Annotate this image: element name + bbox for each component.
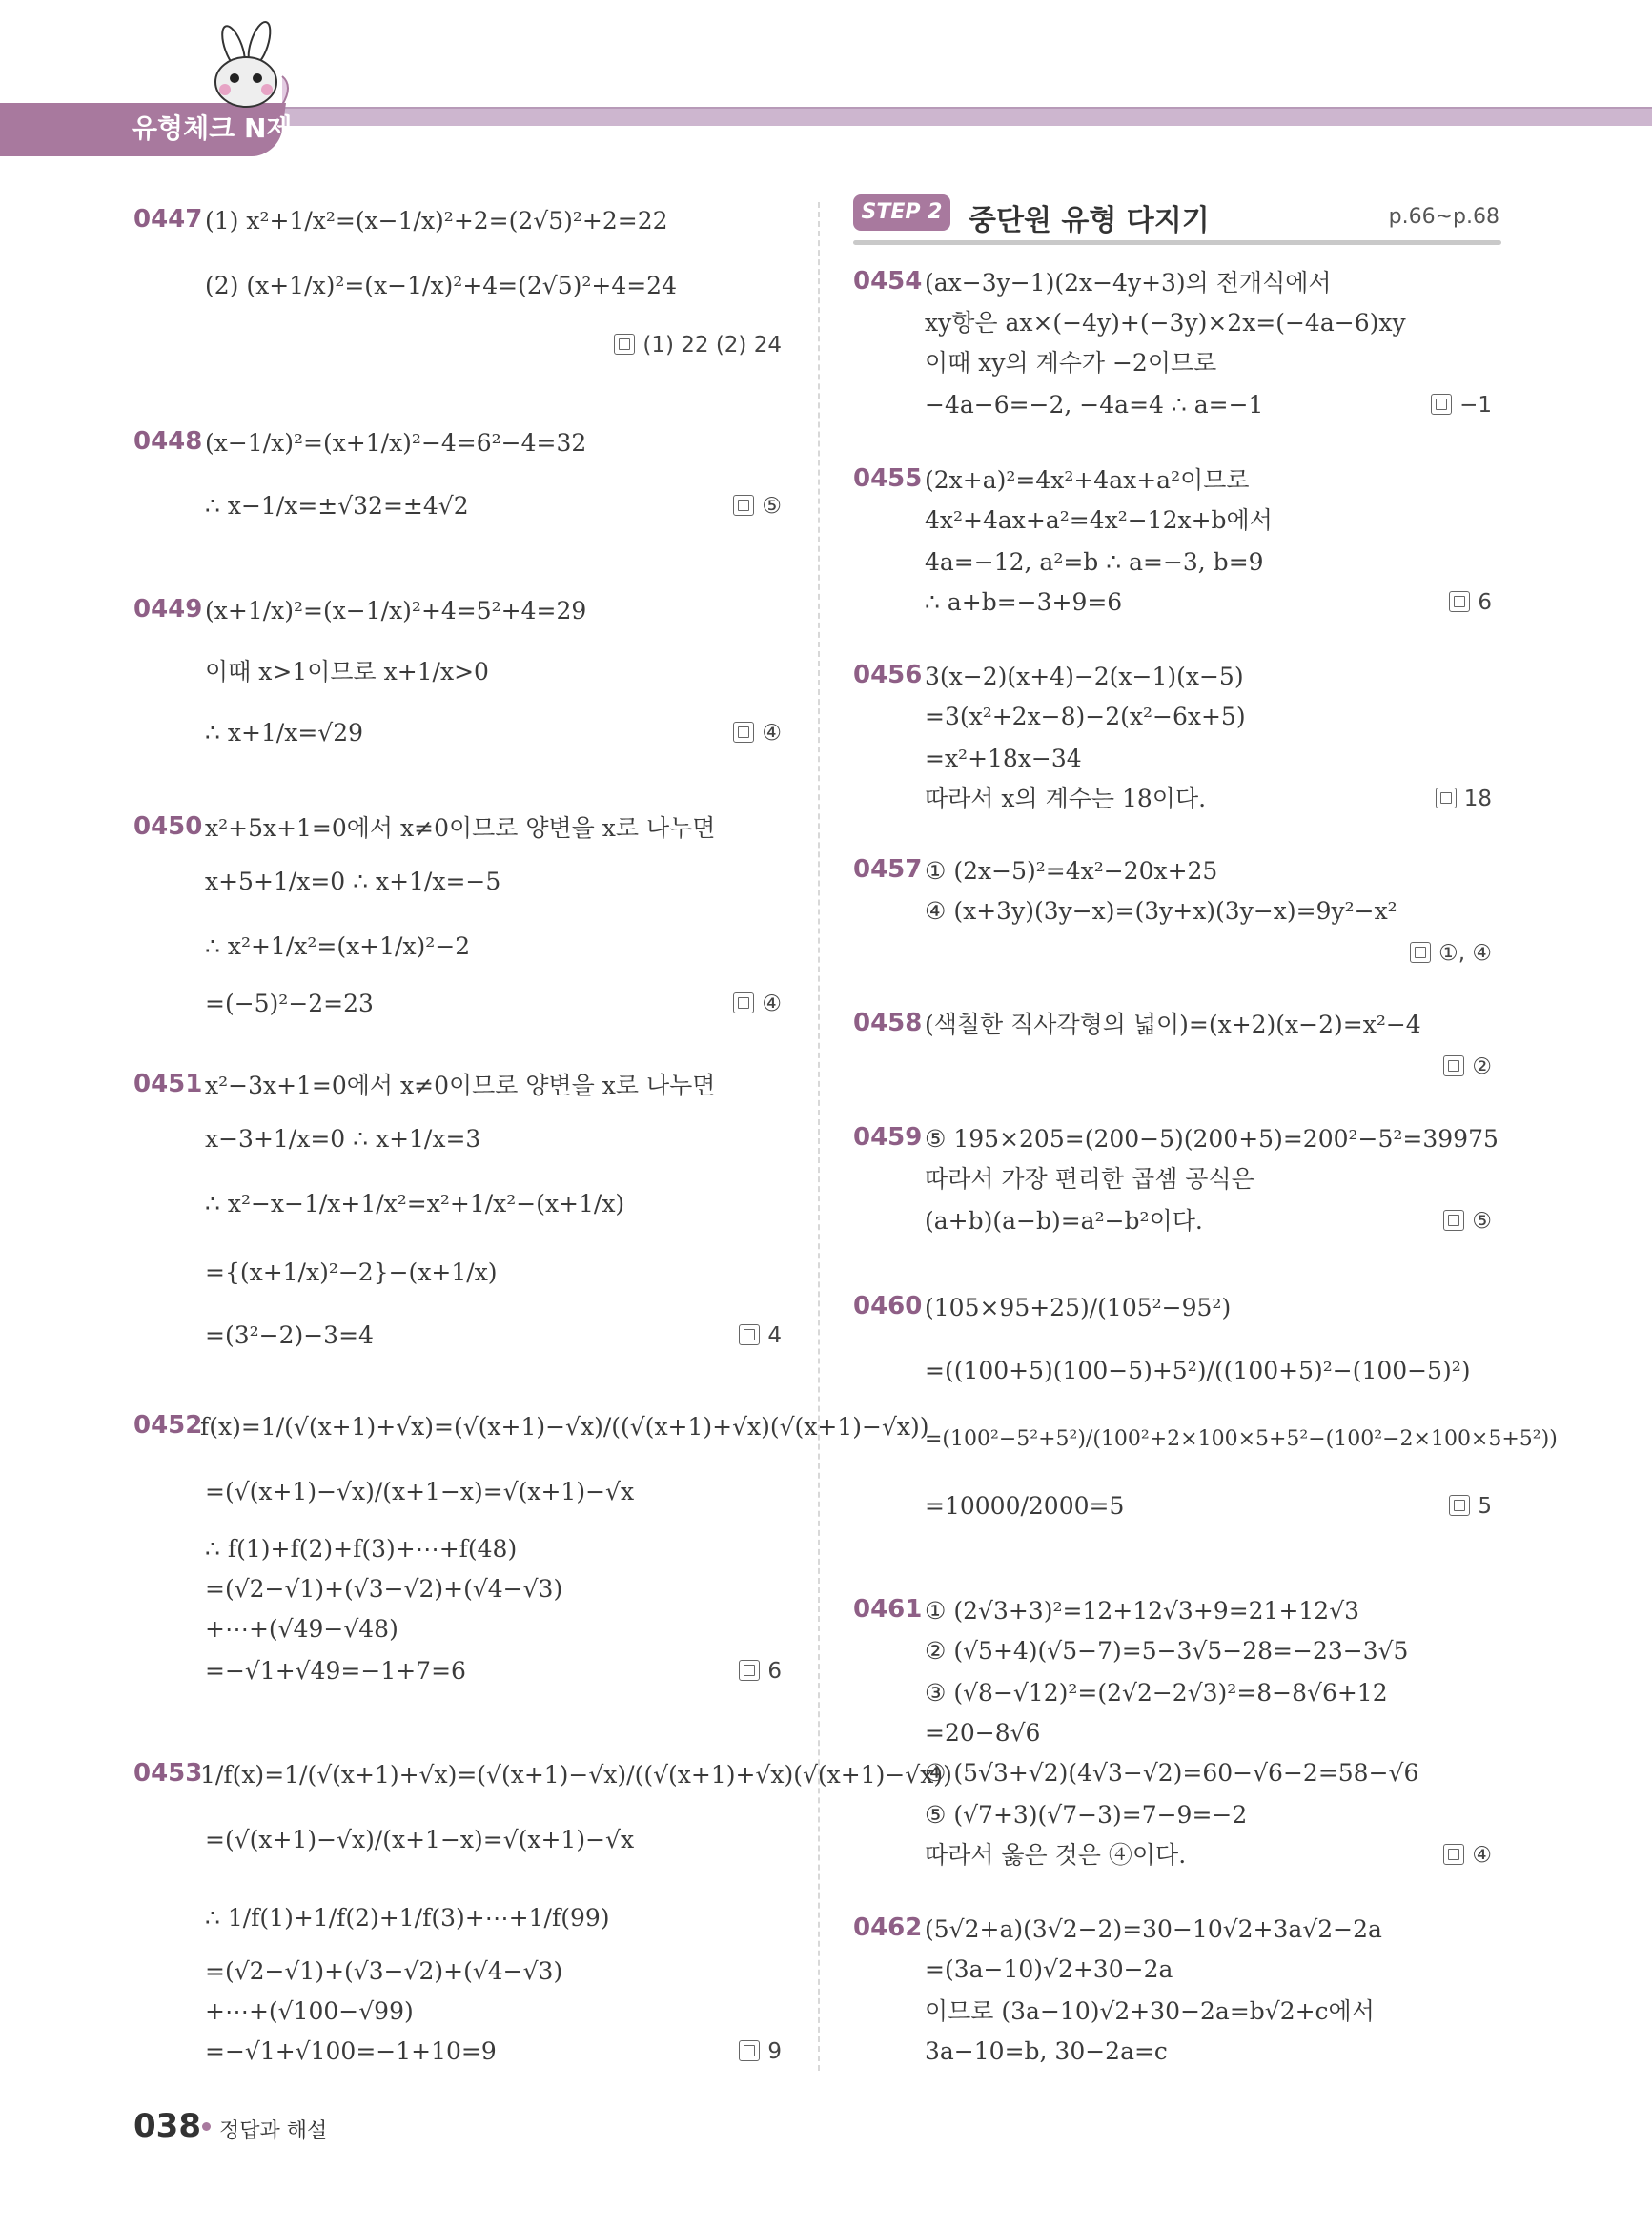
problem-0449 [133, 595, 791, 757]
solution-line: ∴ x²−x−1/x+1/x²=x²+1/x²−(x+1/x) [205, 1190, 625, 1217]
answer [1449, 586, 1492, 619]
solution-line: ④ (5√3+√2)(4√3−√2)=60−√6−2=58−√6 [925, 1759, 1419, 1787]
answer-value: 6 [767, 1659, 782, 1684]
solution-line: f(x)=1/(√(x+1)+√x)=(√(x+1)−√x)/((√(x+1)+√x)(√(x+1)−√x)) [200, 1413, 929, 1441]
problem-number: 0453 [133, 1759, 203, 1788]
solution-line: ① (2√3+3)²=12+12√3+9=21+12√3 [925, 1597, 1360, 1625]
problem-0460 [853, 1292, 1558, 1540]
answer [733, 490, 782, 522]
solution-line: (색칠한 직사각형의 넓이)=(x+2)(x−2)=x²−4 [925, 1011, 1421, 1038]
problem-0462 [853, 1913, 1501, 2065]
problem-number: 0455 [853, 464, 923, 493]
solution-line: ={(x+1/x)²−2}−(x+1/x) [205, 1258, 498, 1286]
answer-icon [1449, 591, 1470, 612]
step-badge: STEP 2 [853, 194, 950, 231]
answer [733, 717, 782, 749]
section-title: 중단원 유형 다지기 [969, 204, 1210, 237]
answer [1449, 1490, 1492, 1523]
solution-line: =−√1+√49=−1+7=6 [205, 1657, 466, 1685]
problem-0456 [853, 661, 1501, 812]
answer [739, 1655, 782, 1688]
answer-icon [614, 334, 635, 355]
solution-line: +⋯+(√100−√99) [205, 1997, 414, 2025]
answer-icon [739, 2040, 760, 2061]
answer-value: ①, ④ [1438, 941, 1492, 966]
solution-line: =(√(x+1)−√x)/(x+1−x)=√(x+1)−√x [205, 1826, 635, 1853]
solution-line: x−3+1/x=0 ∴ x+1/x=3 [205, 1125, 481, 1153]
solution-line: ∴ x−1/x=±√32=±4√2 [205, 492, 469, 520]
solution-line: =20−8√6 [925, 1719, 1041, 1747]
solution-line: =x²+18x−34 [925, 745, 1082, 772]
answer-value: 18 [1463, 787, 1492, 811]
solution-line: +⋯+(√49−√48) [205, 1615, 398, 1643]
solution-line: xy항은 ax×(−4y)+(−3y)×2x=(−4a−6)xy [925, 309, 1406, 337]
solution-line: (x−1/x)²=(x+1/x)²−4=6²−4=32 [205, 429, 587, 457]
problem-0451 [133, 1070, 791, 1356]
solution-line: x²+5x+1=0에서 x≠0이므로 양변을 x로 나누면 [205, 814, 716, 842]
answer [1443, 1205, 1492, 1238]
footer-bullet-icon [202, 2122, 211, 2131]
footer-text: 정답과 해설 [219, 2119, 328, 2143]
solution-line: 이므로 (3a−10)√2+30−2a=b√2+c에서 [925, 1997, 1375, 2025]
problem-number: 0452 [133, 1411, 203, 1440]
answer [1431, 389, 1492, 421]
answer-value: ⑤ [1472, 1209, 1492, 1234]
answer-value: ② [1472, 1054, 1492, 1079]
problem-0450 [133, 812, 791, 1022]
answer [733, 988, 782, 1020]
solution-line: (ax−3y−1)(2x−4y+3)의 전개식에서 [925, 269, 1332, 297]
problem-number: 0450 [133, 812, 203, 841]
solution-line: x+5+1/x=0 ∴ x+1/x=−5 [205, 868, 501, 895]
answer-value: (1) 22 (2) 24 [642, 333, 782, 358]
answer-icon [1436, 788, 1457, 808]
problem-number: 0457 [853, 855, 923, 884]
solution-line: ∴ x²+1/x²=(x+1/x)²−2 [205, 932, 471, 960]
answer [1410, 937, 1492, 970]
problem-number: 0456 [853, 661, 923, 689]
solution-line: (105×95+25)/(105²−95²) [925, 1294, 1232, 1321]
problem-0461 [853, 1595, 1501, 1869]
solution-line: 4x²+4ax+a²=4x²−12x+b에서 [925, 506, 1273, 534]
solution-line: =((100+5)(100−5)+5²)/((100+5)²−(100−5)²) [925, 1357, 1471, 1384]
problem-number: 0449 [133, 595, 203, 624]
solution-line: ∴ x+1/x=√29 [205, 719, 364, 747]
solution-line: −4a−6=−2, −4a=4 ∴ a=−1 [925, 391, 1264, 419]
answer-value: 6 [1478, 590, 1492, 615]
page-range: p.66~p.68 [1388, 205, 1499, 229]
solution-line: x²−3x+1=0에서 x≠0이므로 양변을 x로 나누면 [205, 1072, 716, 1099]
solution-line: ⑤ (√7+3)(√7−3)=7−9=−2 [925, 1801, 1248, 1829]
solution-line: =(√(x+1)−√x)/(x+1−x)=√(x+1)−√x [205, 1478, 635, 1505]
problem-0454 [853, 267, 1501, 419]
answer-value: 5 [1478, 1494, 1492, 1519]
answer-icon [733, 722, 754, 743]
answer [739, 1320, 782, 1352]
solution-line: 이때 x>1이므로 x+1/x>0 [205, 658, 489, 685]
solution-line: (2) (x+1/x)²=(x−1/x)²+4=(2√5)²+4=24 [205, 272, 677, 299]
answer-icon [1443, 1055, 1464, 1076]
solution-line: (a+b)(a−b)=a²−b²이다. [925, 1207, 1203, 1235]
solution-line: =(100²−5²+5²)/(100²+2×100×5+5²−(100²−2×100×5+5²)) [925, 1427, 1558, 1451]
solution-line: =(√2−√1)+(√3−√2)+(√4−√3) [205, 1957, 563, 1985]
answer [614, 329, 782, 361]
solution-line: ⑤ 195×205=(200−5)(200+5)=200²−5²=39975 [925, 1125, 1499, 1153]
answer-value: 4 [767, 1323, 782, 1348]
problem-0455 [853, 464, 1501, 616]
answer-value: −1 [1459, 393, 1492, 418]
answer [1443, 1051, 1492, 1083]
solution-line: =(3a−10)√2+30−2a [925, 1955, 1173, 1983]
solution-line: 따라서 옳은 것은 ④이다. [925, 1841, 1187, 1869]
solution-line: 3(x−2)(x+4)−2(x−1)(x−5) [925, 663, 1244, 690]
solution-line: (x+1/x)²=(x−1/x)²+4=5²+4=29 [205, 597, 587, 624]
answer [1436, 783, 1492, 815]
problem-number: 0458 [853, 1009, 923, 1037]
answer-icon [1431, 394, 1452, 415]
problem-0447 [133, 205, 791, 367]
solution-line: =3(x²+2x−8)−2(x²−6x+5) [925, 703, 1246, 730]
answer-icon [733, 495, 754, 516]
problem-number: 0462 [853, 1913, 923, 1942]
answer [1443, 1839, 1492, 1872]
answer-icon [1443, 1210, 1464, 1231]
problem-number: 0461 [853, 1595, 923, 1624]
answer-icon [1443, 1844, 1464, 1865]
solution-line: =(−5)²−2=23 [205, 990, 374, 1017]
answer-value: ④ [1472, 1843, 1492, 1868]
solution-line: 1/f(x)=1/(√(x+1)+√x)=(√(x+1)−√x)/((√(x+1)+√x)(√(x+1)−√x)) [200, 1761, 952, 1789]
rabbit-mascot-icon [191, 19, 296, 114]
problem-number: 0451 [133, 1070, 203, 1098]
solution-line: 따라서 가장 편리한 곱셈 공식은 [925, 1165, 1254, 1193]
solution-line: ∴ a+b=−3+9=6 [925, 588, 1123, 616]
problem-number: 0460 [853, 1292, 923, 1320]
problem-0459 [853, 1123, 1501, 1235]
section-underline [853, 240, 1501, 245]
answer-icon [739, 1660, 760, 1681]
problem-number: 0454 [853, 267, 923, 296]
solution-line: ③ (√8−√12)²=(2√2−2√3)²=8−8√6+12 [925, 1679, 1388, 1707]
solution-line: =−√1+√100=−1+10=9 [205, 2037, 497, 2065]
problem-0457 [853, 855, 1501, 966]
problem-0448 [133, 427, 791, 532]
problem-number: 0448 [133, 427, 203, 456]
solution-line: ① (2x−5)²=4x²−20x+25 [925, 857, 1218, 885]
answer-icon [1410, 942, 1431, 963]
solution-line: ④ (x+3y)(3y−x)=(3y+x)(3y−x)=9y²−x² [925, 897, 1397, 925]
solution-line: =10000/2000=5 [925, 1492, 1125, 1520]
answer-icon [733, 992, 754, 1013]
solution-line: 4a=−12, a²=b ∴ a=−3, b=9 [925, 548, 1264, 576]
solution-line: =(3²−2)−3=4 [205, 1321, 374, 1349]
solution-line: (2x+a)²=4x²+4ax+a²이므로 [925, 466, 1250, 494]
answer [739, 2036, 782, 2068]
problem-number: 0447 [133, 205, 203, 234]
solution-line: =(√2−√1)+(√3−√2)+(√4−√3) [205, 1575, 563, 1603]
solution-line: (1) x²+1/x²=(x−1/x)²+2=(2√5)²+2=22 [205, 207, 668, 235]
solution-line: (5√2+a)(3√2−2)=30−10√2+3a√2−2a [925, 1915, 1382, 1943]
answer-value: ④ [762, 721, 782, 746]
problem-number: 0459 [853, 1123, 923, 1152]
solution-line: ∴ 1/f(1)+1/f(2)+1/f(3)+⋯+1/f(99) [205, 1904, 610, 1932]
solution-line: 3a−10=b, 30−2a=c [925, 2037, 1168, 2065]
header-title: 유형체크 N제 [132, 113, 293, 144]
answer-icon [739, 1324, 760, 1345]
answer-icon [1449, 1495, 1470, 1516]
solution-line: ② (√5+4)(√5−7)=5−3√5−28=−23−3√5 [925, 1637, 1409, 1665]
solution-line: 이때 xy의 계수가 −2이므로 [925, 349, 1217, 377]
problem-0458 [853, 1009, 1501, 1085]
answer-value: ⑤ [762, 494, 782, 519]
solution-line: ∴ f(1)+f(2)+f(3)+⋯+f(48) [205, 1535, 518, 1563]
answer-value: ④ [762, 992, 782, 1016]
page-number: 038 [133, 2107, 201, 2145]
answer-value: 9 [767, 2039, 782, 2064]
solution-line: 따라서 x의 계수는 18이다. [925, 785, 1207, 812]
